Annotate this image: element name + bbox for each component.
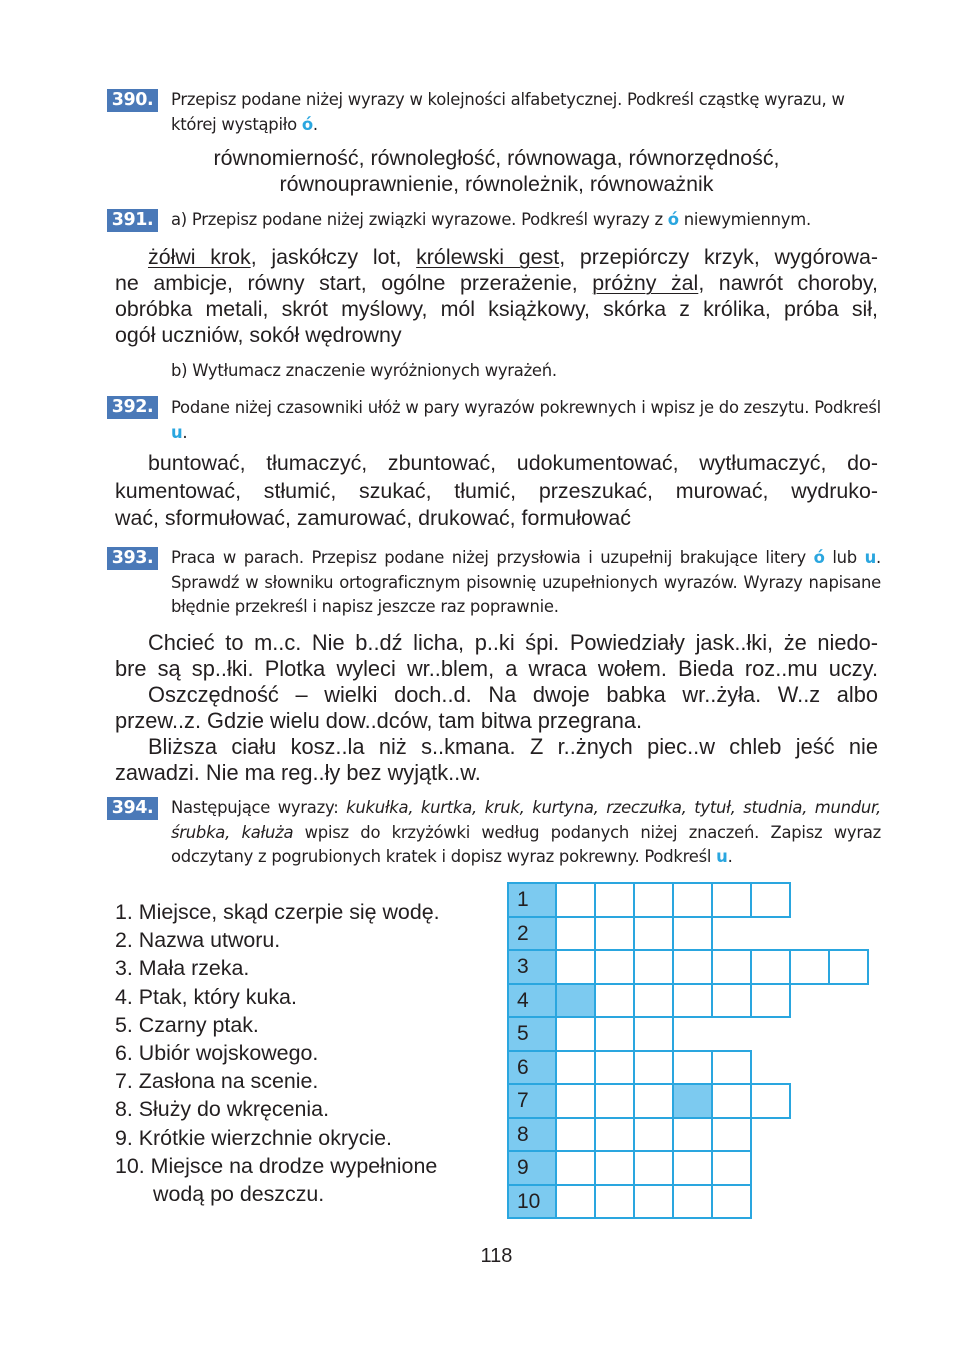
underlined-phrase: żółwi krok <box>148 245 251 269</box>
crossword-cell[interactable] <box>633 1117 674 1153</box>
instruction-text: niewymiennym. <box>678 210 811 229</box>
clue: 9. Krótkie wierzchnie okrycie. <box>115 1125 392 1150</box>
crossword-cell[interactable] <box>555 1117 596 1153</box>
exercise-392-verbs <box>115 450 878 533</box>
exercise-number-393: 393. <box>107 547 158 570</box>
crossword-cell[interactable] <box>594 1150 635 1186</box>
exercise-394-instruction <box>171 796 881 870</box>
highlight-letter: u <box>716 847 728 866</box>
crossword-cell[interactable] <box>633 916 674 952</box>
crossword-cell[interactable] <box>750 949 791 985</box>
instruction-text: Praca w parach. Przepisz podane niżej przysłowia i uzupełnij brakujące litery <box>171 548 814 567</box>
page-number: 118 <box>480 1245 513 1267</box>
crossword-cell[interactable] <box>633 949 674 985</box>
crossword-cell[interactable] <box>672 949 713 985</box>
crossword-row-number: 2 <box>517 921 529 945</box>
instruction-text: Następujące wyrazy: <box>171 798 347 817</box>
instruction-text: . <box>727 847 733 866</box>
exercise-391-instruction <box>171 208 881 233</box>
crossword-cell[interactable] <box>672 1050 713 1086</box>
phrase: , nawrót choroby, <box>698 271 878 295</box>
crossword-cell[interactable] <box>633 1050 674 1086</box>
crossword-cell[interactable] <box>594 1083 635 1119</box>
exercise-391-part-b: b) Wytłumacz znaczenie wyróżnionych wyrażeń. <box>171 361 557 380</box>
text-line: buntować, tłumaczyć, zbuntować, udokumentować, wytłumaczyć, do- <box>148 451 878 475</box>
exercise-392-instruction <box>171 396 881 445</box>
crossword-row-number: 3 <box>517 955 529 978</box>
crossword-cell[interactable] <box>633 1083 674 1119</box>
text-line: bre są sp..łki. Plotka wyleci wr..blem, a wraca wołem. Bieda roz..mu uczy. <box>115 656 878 681</box>
crossword-row-number: 9 <box>517 1156 529 1179</box>
crossword-cell[interactable] <box>594 916 635 952</box>
exercise-393-instruction <box>171 546 881 620</box>
words-line: równomierność, równoległość, równowaga, równorzędność, <box>213 146 780 170</box>
phrase: ne ambicje, równy start, ogólne przerażenie, <box>115 271 593 295</box>
crossword-cell[interactable] <box>711 949 752 985</box>
highlight-letter: ó <box>813 548 825 567</box>
crossword-row-number-cell <box>507 1016 557 1052</box>
instruction-text: a) Przepisz podane niżej związki wyrazowe. Podkreśl wyrazy z <box>171 210 668 229</box>
clue: 7. Zasłona na scenie. <box>115 1069 319 1094</box>
clue: 5. Czarny ptak. <box>115 1012 259 1037</box>
crossword-row-number: 6 <box>517 1055 529 1079</box>
clue: 3. Mała rzeka. <box>115 956 250 981</box>
crossword-cell[interactable] <box>633 1150 674 1186</box>
crossword-row-number: 5 <box>517 1022 529 1045</box>
crossword-cell[interactable] <box>750 882 791 918</box>
crossword-cell[interactable] <box>711 1150 752 1186</box>
text-line: ogół uczniów, sokół wędrowny <box>115 323 402 347</box>
crossword-cell[interactable] <box>555 1150 596 1186</box>
crossword-highlight-cell[interactable] <box>672 1083 713 1119</box>
clue: 8. Służy do wkręcenia. <box>115 1097 330 1122</box>
crossword-cell[interactable] <box>672 916 713 952</box>
crossword-cell[interactable] <box>594 1184 635 1220</box>
crossword-cell[interactable] <box>594 882 635 918</box>
exercise-number-392: 392. <box>107 396 158 419</box>
crossword-cell[interactable] <box>711 1184 752 1220</box>
crossword-cell[interactable] <box>711 1050 752 1086</box>
crossword-cell[interactable] <box>594 1016 635 1052</box>
text-line <box>115 270 878 296</box>
highlight-letter: u <box>171 422 183 442</box>
crossword-cell[interactable] <box>594 983 635 1019</box>
word-list: kukułka, kurtka, kruk, kurtyna, rzeczułka, tytuł, studnia, mundur, śrubka, kałuża <box>171 798 881 842</box>
instruction-text: Przepisz podane niżej wyrazy w kolejności alfabetycznej. Podkreśl cząstkę wyrazu, w której wystąpiło <box>171 90 845 134</box>
highlight-letter: ó <box>301 114 313 134</box>
exercise-number-390: 390. <box>107 89 158 112</box>
crossword-cell[interactable] <box>594 1050 635 1086</box>
crossword-row-number-cell <box>507 916 557 952</box>
crossword-cell[interactable] <box>672 1150 713 1186</box>
crossword-row-number: 10 <box>517 1189 541 1213</box>
crossword-row-number: 4 <box>517 988 529 1012</box>
crossword-cell[interactable] <box>750 983 791 1019</box>
crossword-clues <box>115 898 440 1208</box>
exercise-390-instruction <box>171 88 881 137</box>
text-line: przew..z. Gdzie wielu dow..dców, tam bitwa przegrana. <box>115 708 643 733</box>
clue: 4. Ptak, który kuka. <box>115 984 297 1009</box>
crossword-row-number-cell <box>507 949 557 985</box>
crossword-cell[interactable] <box>555 916 596 952</box>
exercise-number-394: 394. <box>107 797 158 820</box>
crossword-cell[interactable] <box>555 1016 596 1052</box>
text-line: Oszczędność – wielki doch..d. Na dwoje babka wr..żyła. W..z albo <box>148 682 878 707</box>
instruction-text: wpisz do krzyżówki według podanych niżej znaczeń. Zapisz wyraz odczytany z pogrubionych kratek i dopisz wyraz pokrewny. Podkreśl <box>171 822 881 866</box>
phrase: , jaskółczy lot, <box>250 245 417 269</box>
crossword-row-number: 8 <box>517 1122 529 1146</box>
instruction-text: . Sprawdź w słowniku ortograficznym pisownię uzupełnionych wyrazów. Wyrazy napisane błędnie przekreśl i napisz jeszcze raz poprawnie. <box>171 548 881 616</box>
exercise-390-words <box>115 145 878 197</box>
crossword-cell[interactable] <box>672 882 713 918</box>
crossword-cell[interactable] <box>633 1184 674 1220</box>
crossword-cell[interactable] <box>594 949 635 985</box>
crossword-cell[interactable] <box>711 983 752 1019</box>
crossword-row-number-cell <box>507 1150 557 1186</box>
text-line: obróbka metali, skrót myślowy, mól książkowy, skórka z królika, próba sił, <box>115 297 878 321</box>
clue: 1. Miejsce, skąd czerpie się wodę. <box>115 900 440 924</box>
clue: 10. Miejsce na drodze wypełnione <box>115 1153 438 1178</box>
crossword-cell[interactable] <box>711 882 752 918</box>
text-line: Chcieć to m..c. Nie b..dź licha, p..ki śpi. Powiedziały jask..łki, że niedo- <box>148 630 878 655</box>
crossword-cell[interactable] <box>555 882 596 918</box>
crossword-cell[interactable] <box>711 1117 752 1153</box>
crossword-cell[interactable] <box>555 1083 596 1119</box>
underlined-phrase: próżny żal <box>592 271 699 295</box>
crossword-cell[interactable] <box>633 983 674 1019</box>
crossword-cell[interactable] <box>555 1184 596 1220</box>
crossword-cell[interactable] <box>672 983 713 1019</box>
crossword-cell[interactable] <box>633 1016 674 1052</box>
text-line: zawadzi. Nie ma reg..ły bez wyjątk..w. <box>115 760 481 785</box>
exercise-393-proverbs <box>115 630 878 786</box>
exercise-391-text <box>115 244 878 348</box>
crossword-cell[interactable] <box>789 949 830 985</box>
crossword-highlight-cell[interactable] <box>555 983 596 1019</box>
words-line: równouprawnienie, równoleżnik, równoważnik <box>279 172 714 196</box>
crossword-cell[interactable] <box>828 949 869 985</box>
crossword-row-number: 1 <box>517 888 529 911</box>
instruction-text: . <box>182 422 188 442</box>
crossword-cell[interactable] <box>750 1083 791 1119</box>
text-line: kumentować, stłumić, szukać, tłumić, przeszukać, murować, wydruko- <box>115 478 878 503</box>
clue: wodą po deszczu. <box>153 1182 325 1207</box>
phrase: , przepiórczy krzyk, wygórowa- <box>559 245 878 269</box>
highlight-letter: u <box>864 548 877 567</box>
crossword-row-number-cell <box>507 1117 557 1153</box>
instruction-text: lub <box>824 548 865 567</box>
text-line: wać, sformułować, zamurować, drukować, formułować <box>115 506 631 530</box>
crossword-row-number-cell <box>507 1050 557 1086</box>
instruction-text: Podane niżej czasowniki ułóż w pary wyrazów pokrewnych i wpisz je do zeszytu. Podkreśl <box>171 398 881 417</box>
clue: 2. Nazwa utworu. <box>115 928 281 953</box>
underlined-phrase: królewski gest <box>416 245 560 269</box>
crossword-cell[interactable] <box>555 1050 596 1086</box>
text-line <box>115 244 878 270</box>
highlight-letter: ó <box>667 210 679 229</box>
crossword-cell[interactable] <box>555 949 596 985</box>
crossword-row-number-cell <box>507 882 557 918</box>
crossword-row-number-cell <box>507 1184 557 1220</box>
text-line: Bliższa ciału kosz..la niż s..kmana. Z r..żnych piec..w chleb jeść nie <box>148 734 878 759</box>
instruction-text: . <box>312 114 318 134</box>
crossword-cell[interactable] <box>633 882 674 918</box>
exercise-number-391: 391. <box>107 209 158 232</box>
crossword-row-number: 7 <box>517 1089 529 1112</box>
clue: 6. Ubiór wojskowego. <box>115 1041 319 1066</box>
crossword-cell[interactable] <box>711 1083 752 1119</box>
crossword-row-number-cell <box>507 1083 557 1119</box>
crossword-cell[interactable] <box>594 1117 635 1153</box>
crossword-cell[interactable] <box>672 1117 713 1153</box>
crossword-row-number-cell <box>507 983 557 1019</box>
crossword-cell[interactable] <box>672 1184 713 1220</box>
